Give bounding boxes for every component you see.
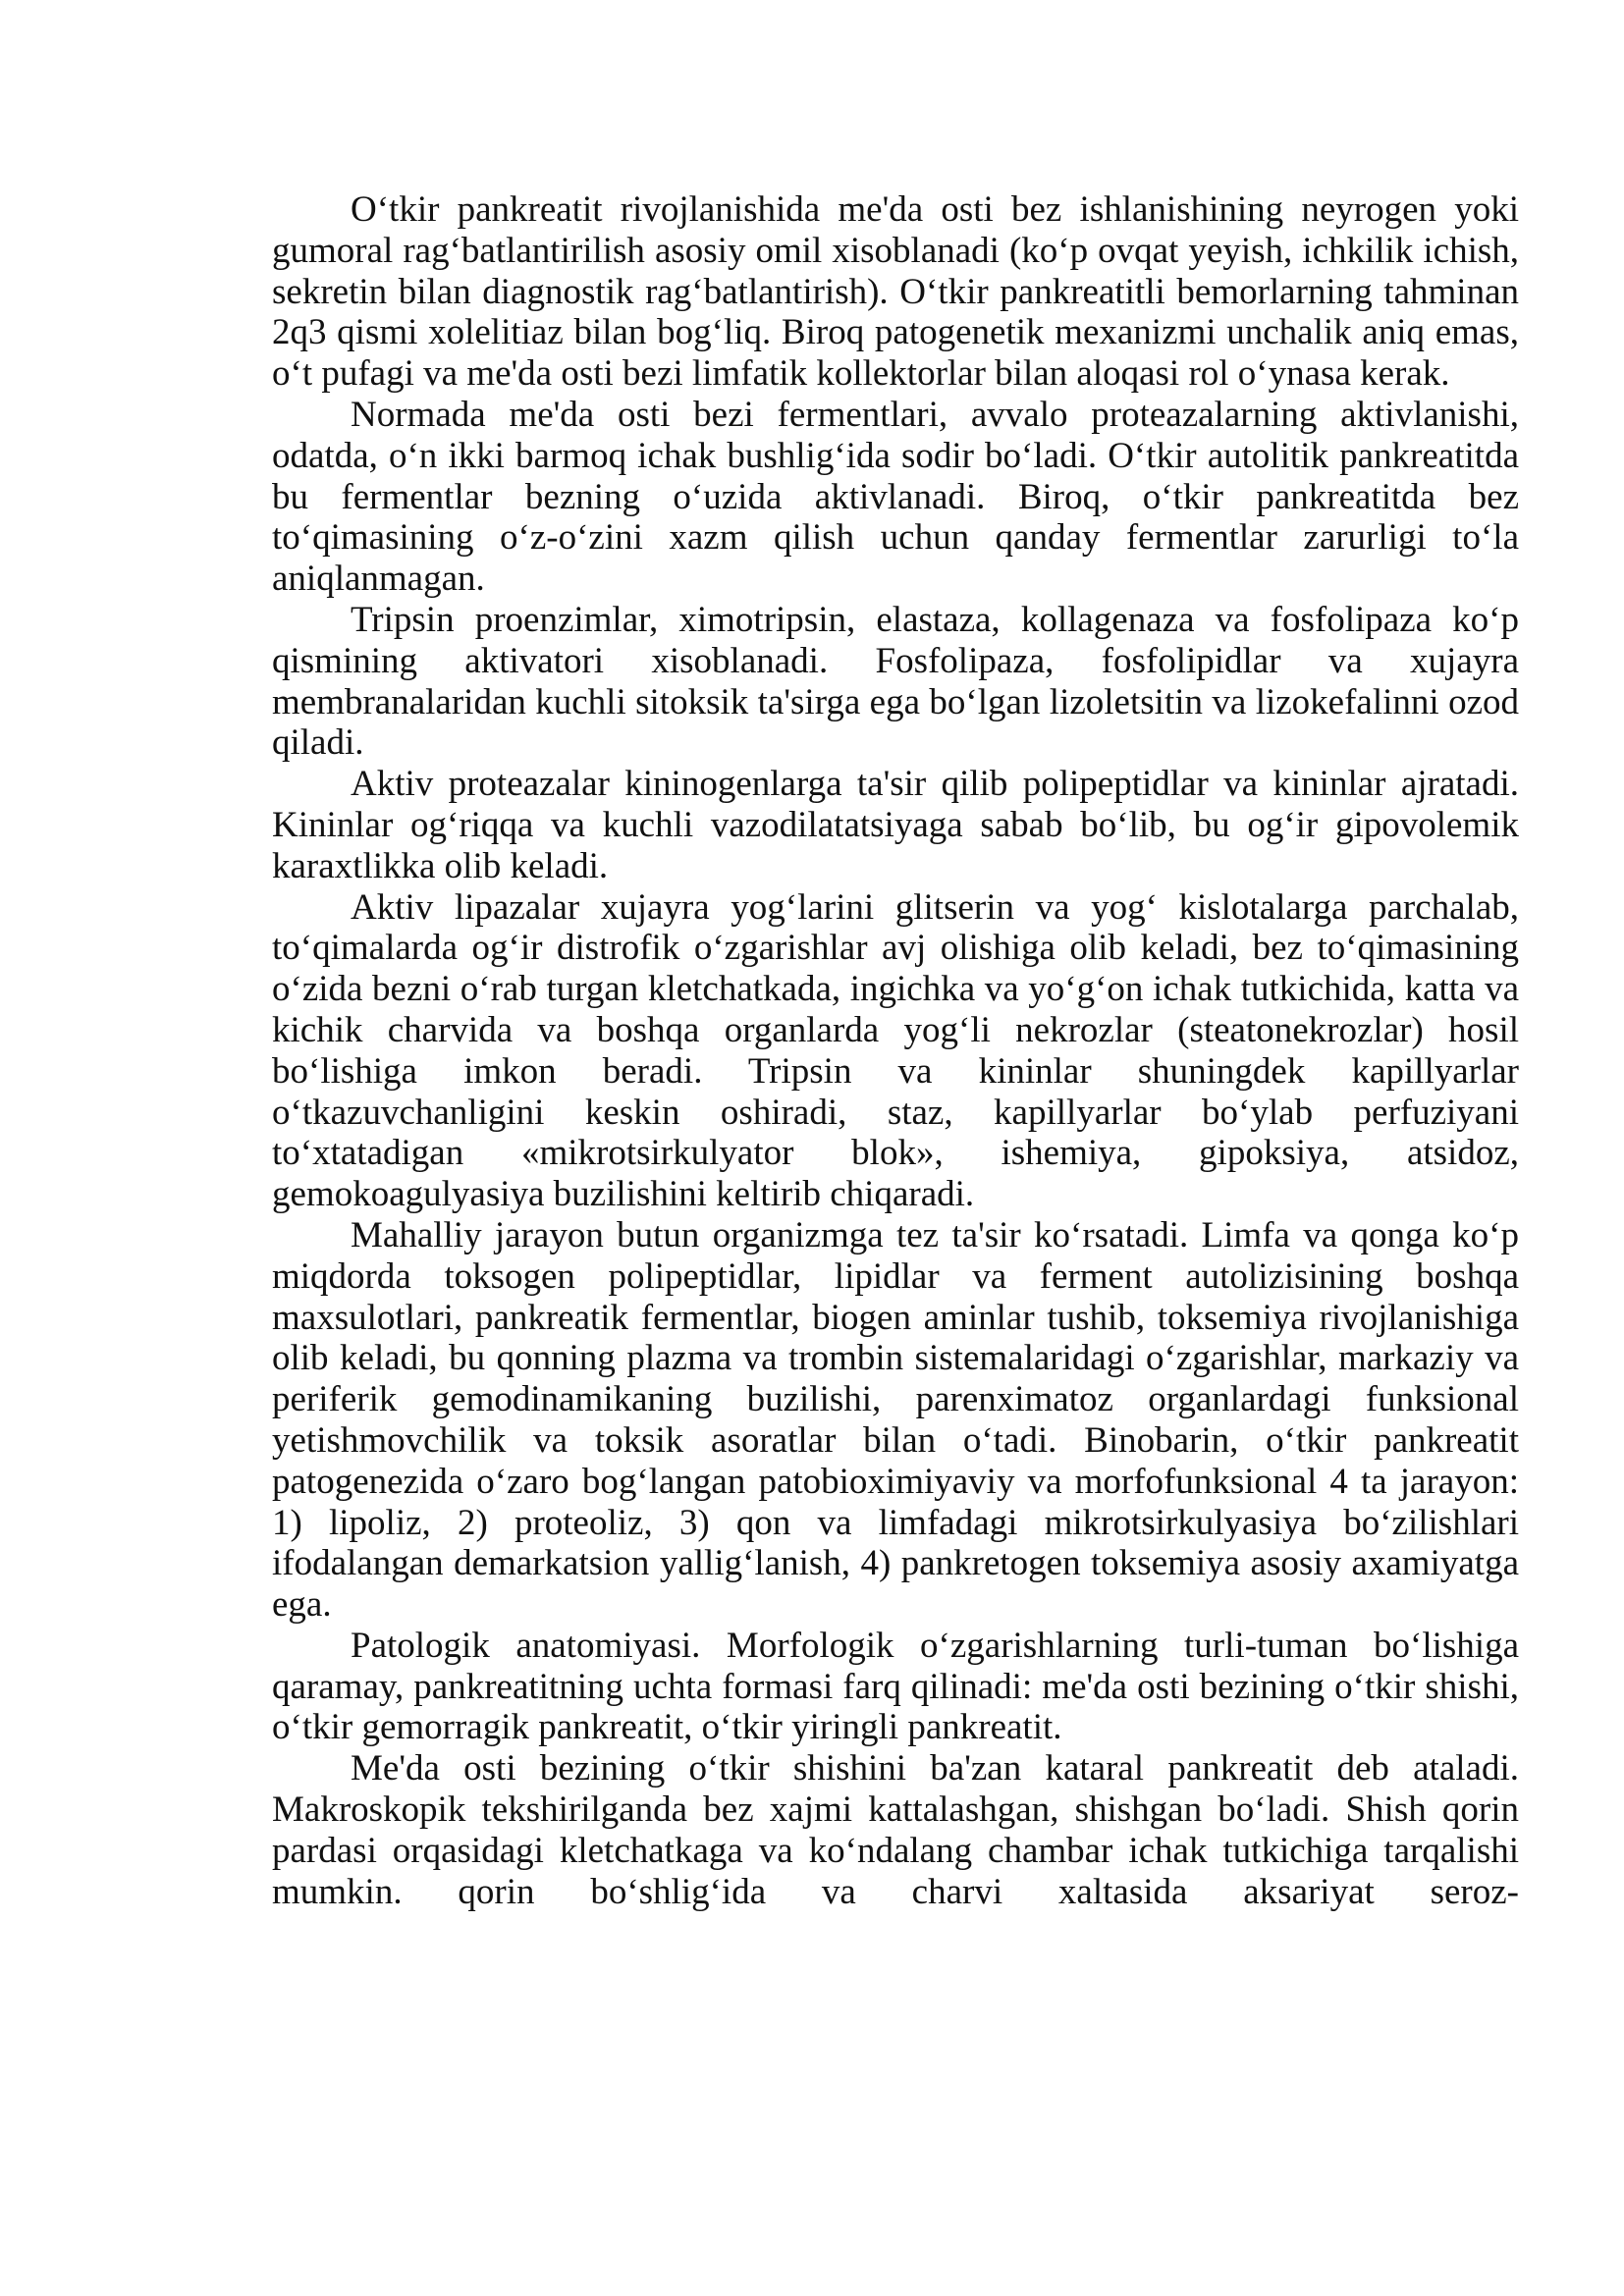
paragraph-7: Patologik anatomiyasi. Morfologik o‘zgarishlarning turli-tuman bo‘lishiga qaramay, pankreatitning uchta formasi farq qilinadi: me'da osti bezining o‘tkir shishi, o‘tkir gemorragik pankreatit, o‘tkir yiringli pankreatit. — [272, 1625, 1519, 1748]
paragraph-8: Me'da osti bezining o‘tkir shishini ba'zan kataral pankreatit deb ataladi. Makroskopik tekshirilganda bez xajmi kattalashgan, shishgan bo‘ladi. Shish qorin pardasi orqasidagi kletchatkaga va ko‘ndalang chambar ichak tutkichiga tarqalishi mumkin. qorin bo‘shlig‘ida va charvi xaltasida aksariyat seroz- — [272, 1748, 1519, 1912]
paragraph-5: Aktiv lipazalar xujayra yog‘larini glitserin va yog‘ kislotalarga parchalab, to‘qimalarda og‘ir distrofik o‘zgarishlar avj olishiga olib keladi, bez to‘qimasining o‘zida bezni o‘rab turgan kletchatkada, ingichka va yo‘g‘on ichak tutkichida, katta va kichik charvida va boshqa organlarda yog‘li nekrozlar (steatonekrozlar) hosil bo‘lishiga imkon beradi. Tripsin va kininlar shuningdek kapillyarlar o‘tkazuvchanligini keskin oshiradi, staz, kapillyarlar bo‘ylab perfuziyani to‘xtatadigan «mikrotsirkulyator blok», ishemiya, gipoksiya, atsidoz, gemokoagulyasiya buzilishini keltirib chiqaradi. — [272, 886, 1519, 1215]
paragraph-2: Normada me'da osti bezi fermentlari, avvalo proteazalarning aktivlanishi, odatda, o‘n ikki barmoq ichak bushlig‘ida sodir bo‘ladi. O‘tkir autolitik pankreatitda bu fermentlar bezning o‘uzida aktivlanadi. Biroq, o‘tkir pankreatitda bez to‘qimasining o‘z-o‘zini xazm qilish uchun qanday fermentlar zarurligi to‘la aniqlanmagan. — [272, 394, 1519, 600]
paragraph-1: O‘tkir pankreatit rivojlanishida me'da osti bez ishlanishining neyrogen yoki gumoral rag‘batlantirilish asosiy omil xisoblanadi (ko‘p ovqat yeyish, ichkilik ichish, sekretin bilan diagnostik rag‘batlantirish). O‘tkir pankreatitli bemorlarning tahminan 2q3 qismi xolelitiaz bilan bog‘liq. Biroq patogenetik mexanizmi unchalik aniq emas, o‘t pufagi va me'da osti bezi limfatik kollektorlar bilan aloqasi rol o‘ynasa kerak. — [272, 189, 1519, 395]
paragraph-3: Tripsin proenzimlar, ximotripsin, elastaza, kollagenaza va fosfolipaza ko‘p qismining aktivatori xisoblanadi. Fosfolipaza, fosfolipidlar va xujayra membranalaridan kuchli sitoksik ta'sirga ega bo‘lgan lizoletsitin va lizokefalinni ozod qiladi. — [272, 599, 1519, 764]
paragraph-4: Aktiv proteazalar kininogenlarga ta'sir qilib polipeptidlar va kininlar ajratadi. Kininlar og‘riqqa va kuchli vazodilatatsiyaga sabab bo‘lib, bu og‘ir gipovolemik karaxtlikka olib keladi. — [272, 764, 1519, 886]
document-page — [272, 189, 1519, 1912]
paragraph-6: Mahalliy jarayon butun organizmga tez ta'sir ko‘rsatadi. Limfa va qonga ko‘p miqdorda toksogen polipeptidlar, lipidlar va ferment autolizisining boshqa maxsulotlari, pankreatik fermentlar, biogen aminlar tushib, toksemiya rivojlanishiga olib keladi, bu qonning plazma va trombin sistemalaridagi o‘zgarishlar, markaziy va periferik gemodinamikaning buzilishi, parenximatoz organlardagi funksional yetishmovchilik va toksik asoratlar bilan o‘tadi. Binobarin, o‘tkir pankreatit patogenezida o‘zaro bog‘langan patobioximiyaviy va morfofunksional 4 ta jarayon: 1) lipoliz, 2) proteoliz, 3) qon va limfadagi mikrotsirkulyasiya bo‘zilishlari ifodalangan demarkatsion yallig‘lanish, 4) pankretogen toksemiya asosiy axamiyatga ega. — [272, 1214, 1519, 1626]
